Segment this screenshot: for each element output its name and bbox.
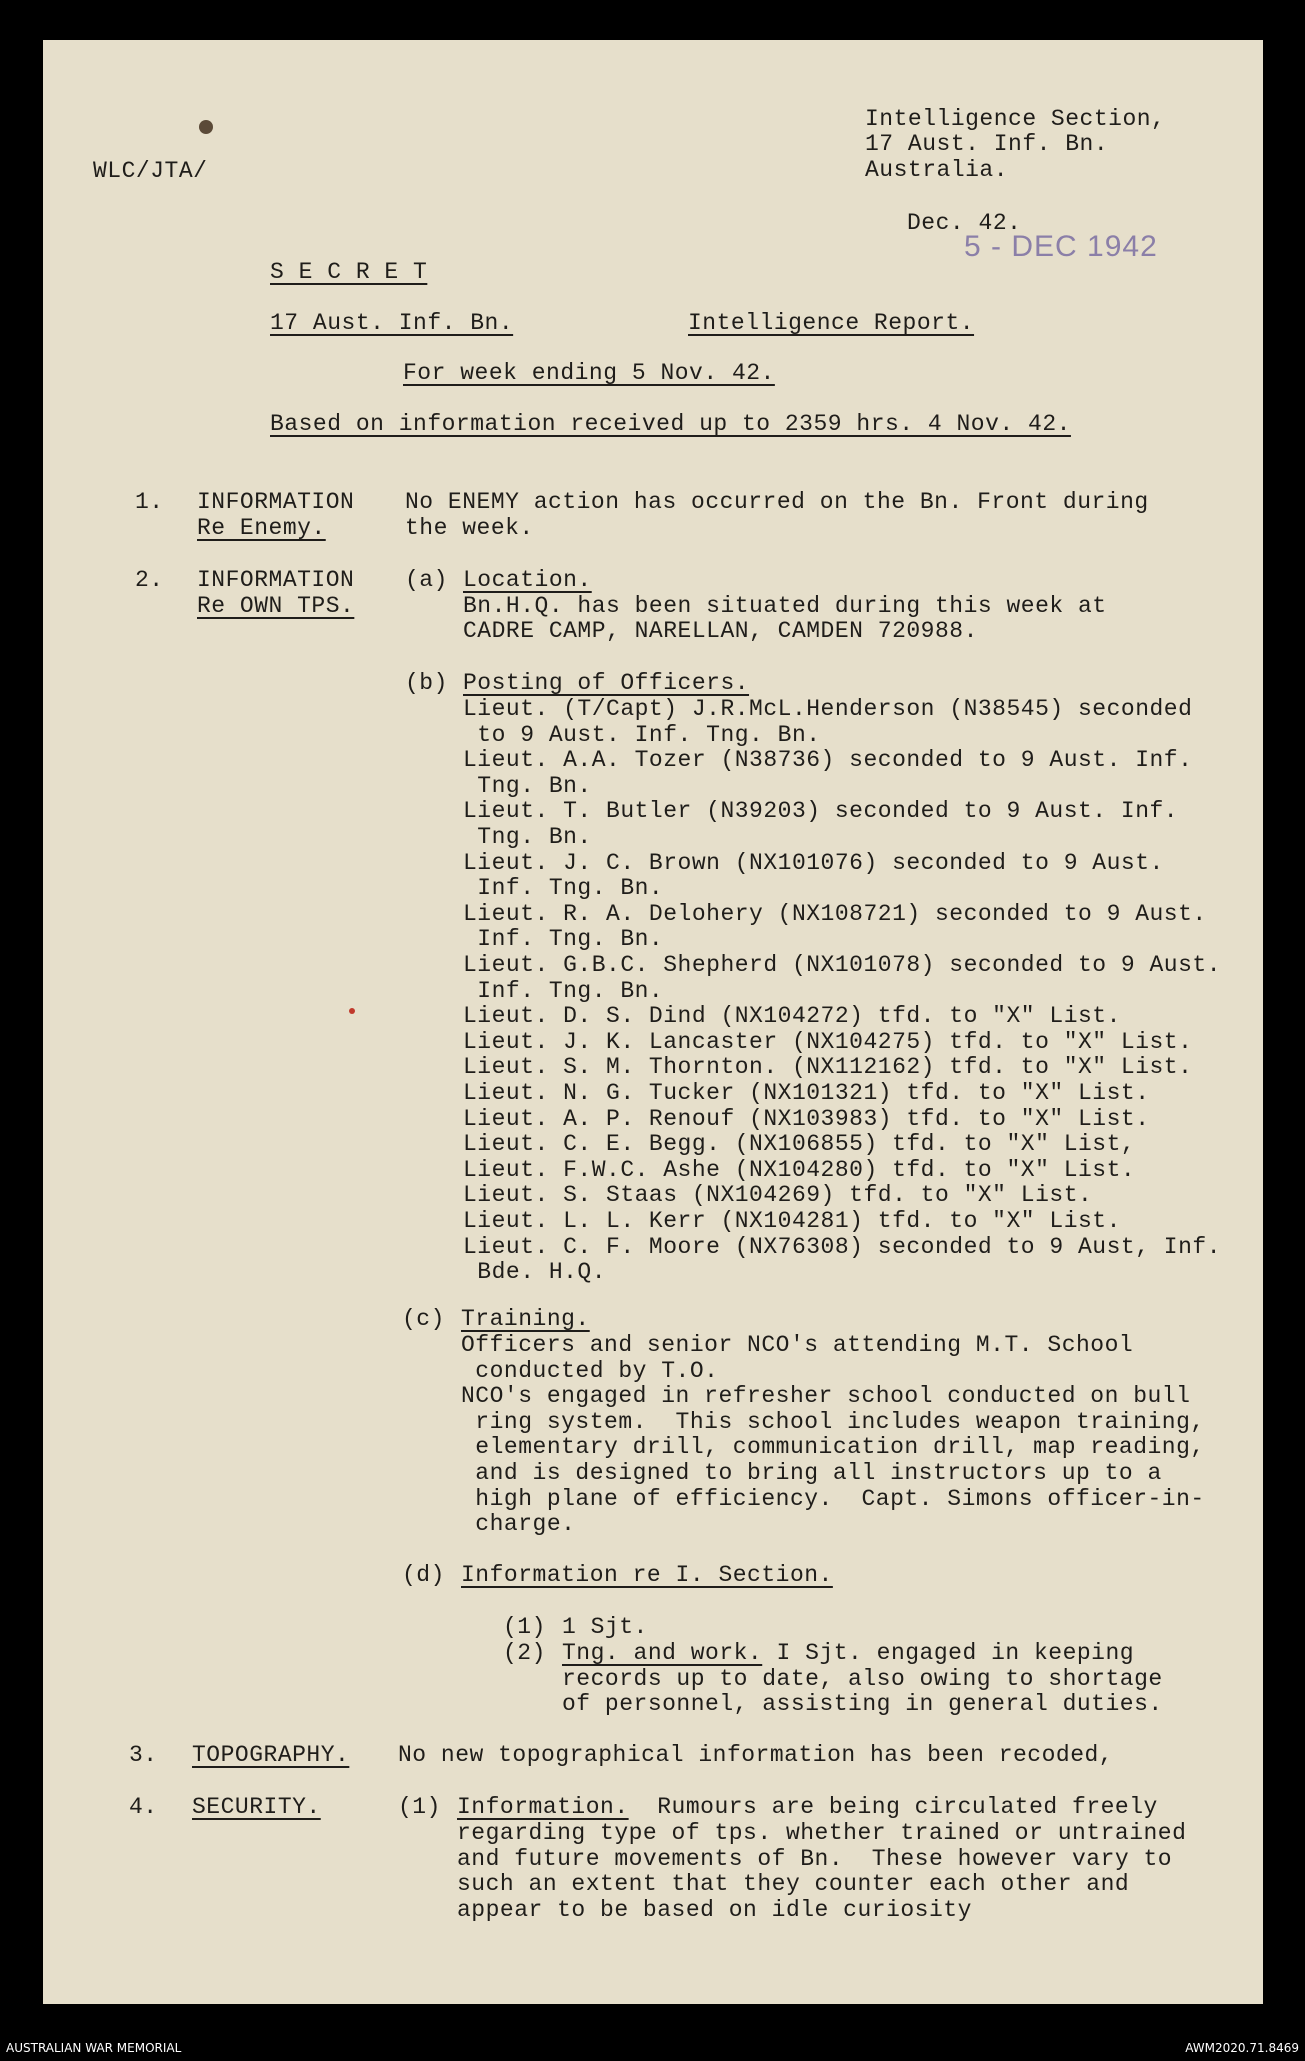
ink-mark bbox=[349, 1008, 355, 1014]
text-line: and is designed to bring all instructors up to a bbox=[461, 1460, 1162, 1486]
text-line: NCO's engaged in refresher school conducted on bull bbox=[461, 1383, 1191, 1410]
text-line: Lieut. (T/Capt) J.R.McL.Henderson (N38545) seconded bbox=[463, 696, 1193, 722]
org-line-3: Australia. bbox=[865, 157, 1009, 183]
section-3-number: 3. bbox=[129, 1742, 158, 1768]
text-line: charge. bbox=[461, 1511, 576, 1538]
sub-d1-text: 1 Sjt. bbox=[562, 1614, 648, 1640]
section-4-heading: SECURITY. bbox=[192, 1794, 321, 1820]
text-line: Tng. Bn. bbox=[463, 824, 592, 850]
sub-c-title: Training. bbox=[461, 1306, 590, 1332]
text-line: Lieut. D. S. Dind (NX104272) tfd. to "X" List. bbox=[463, 1003, 1121, 1030]
footer-left: AUSTRALIAN WAR MEMORIAL bbox=[6, 2041, 182, 2055]
text-line: ring system. This school includes weapon training, bbox=[461, 1408, 1205, 1435]
sub-4-1-title: Information. bbox=[457, 1794, 629, 1820]
sub-a-title: Location. bbox=[463, 567, 592, 593]
text-line: Bde. H.Q. bbox=[463, 1259, 607, 1286]
section-2-heading: INFORMATION bbox=[197, 567, 355, 593]
week-ending: For week ending 5 Nov. 42. bbox=[403, 360, 775, 386]
text-line: Lieut. J. C. Brown (NX101076) seconded to 9 Aust. bbox=[463, 849, 1164, 876]
text-line: Inf. Tng. Bn. bbox=[463, 926, 664, 953]
sub-d2-rest: I Sjt. engaged in keeping bbox=[762, 1640, 1135, 1666]
text-line: Lieut. A.A. Tozer (N38736) seconded to 9 Aust. Inf. bbox=[463, 747, 1193, 774]
text-line: appear to be based on idle curiosity bbox=[457, 1896, 972, 1923]
date-stamp: 5 - DEC 1942 bbox=[964, 230, 1158, 263]
text-line: to 9 Aust. Inf. Tng. Bn. bbox=[463, 721, 821, 748]
sub-4-1-label: (1) bbox=[398, 1794, 441, 1820]
text-line: Lieut. C. E. Begg. (NX106855) tfd. to "X" List, bbox=[463, 1131, 1136, 1158]
section-2-number: 2. bbox=[135, 567, 164, 593]
text-line: Officers and senior NCO's attending M.T. School bbox=[461, 1332, 1134, 1358]
section-1-number: 1. bbox=[135, 489, 164, 515]
section-1-heading: INFORMATION bbox=[197, 489, 355, 515]
punch-hole bbox=[199, 120, 213, 134]
text-line: Tng. Bn. bbox=[463, 772, 592, 799]
sub-a-text-1: Bn.H.Q. has been situated during this week at bbox=[463, 593, 1107, 619]
text-line: Lieut. S. Staas (NX104269) tfd. to "X" List. bbox=[463, 1182, 1093, 1209]
text-line: Lieut. T. Butler (N39203) seconded to 9 Aust. Inf. bbox=[463, 798, 1179, 825]
sub-b-label: (b) bbox=[405, 670, 448, 696]
sub-a-label: (a) bbox=[405, 567, 448, 593]
sub-d2-line-3: of personnel, assisting in general duties. bbox=[562, 1691, 1163, 1717]
text-line: Inf. Tng. Bn. bbox=[463, 977, 664, 1004]
sub-d-title: Information re I. Section. bbox=[461, 1562, 833, 1588]
text-line: conducted by T.O. bbox=[461, 1357, 719, 1384]
text-line: high plane of efficiency. Capt. Simons officer-in- bbox=[461, 1485, 1205, 1512]
text-line: elementary drill, communication drill, map reading, bbox=[461, 1434, 1205, 1461]
sub-b-title: Posting of Officers. bbox=[463, 670, 750, 696]
report-date: Dec. 42. bbox=[907, 210, 1022, 236]
sub-d2-line-2: records up to date, also owing to shortage bbox=[562, 1666, 1163, 1692]
text-line: Lieut. F.W.C. Ashe (NX104280) tfd. to "X" List. bbox=[463, 1156, 1136, 1183]
text-line: Lieut. L. L. Kerr (NX104281) tfd. to "X" List. bbox=[463, 1208, 1121, 1234]
reference-code: WLC/JTA/ bbox=[93, 158, 208, 184]
footer-right: AWM2020.71.8469 bbox=[1185, 2041, 1299, 2055]
sub-d2-title: Tng. and work. bbox=[562, 1640, 763, 1666]
text-line: and future movements of Bn. These however vary to bbox=[457, 1845, 1173, 1872]
sub-d-label: (d) bbox=[402, 1562, 445, 1588]
based-on-line: Based on information received up to 2359 hrs. 4 Nov. 42. bbox=[270, 411, 1071, 437]
section-1-text-1: No ENEMY action has occurred on the Bn. Front during bbox=[405, 489, 1149, 515]
sub-d2-label: (2) bbox=[503, 1640, 546, 1666]
sub-d1-label: (1) bbox=[503, 1614, 546, 1640]
secret-heading: S E C R E T bbox=[270, 259, 428, 285]
sub-4-1-line-1 bbox=[457, 1794, 1158, 1820]
sub-a-text-2: CADRE CAMP, NARELLAN, CAMDEN 720988. bbox=[463, 618, 978, 644]
text-line: Lieut. R. A. Delohery (NX108721) seconded to 9 Aust. bbox=[463, 900, 1207, 927]
document-page bbox=[43, 40, 1263, 2004]
section-3-text: No new topographical information has been recoded, bbox=[398, 1742, 1114, 1768]
text-line: Lieut. C. F. Moore (NX76308) seconded to 9 Aust, Inf. bbox=[463, 1233, 1222, 1260]
section-1-subheading: Re Enemy. bbox=[197, 515, 326, 541]
text-line: such an extent that they counter each other and bbox=[457, 1871, 1130, 1898]
section-1-text-2: the week. bbox=[405, 515, 534, 541]
report-title: Intelligence Report. bbox=[688, 310, 975, 336]
section-4-number: 4. bbox=[129, 1794, 158, 1820]
unit-title: 17 Aust. Inf. Bn. bbox=[270, 310, 514, 336]
section-2-subheading: Re OWN TPS. bbox=[197, 593, 355, 619]
text-line: Lieut. A. P. Renouf (NX103983) tfd. to "X" List. bbox=[463, 1105, 1150, 1132]
text-line: Inf. Tng. Bn. bbox=[463, 875, 664, 902]
section-3-heading: TOPOGRAPHY. bbox=[192, 1742, 350, 1768]
org-line-1: Intelligence Section, bbox=[865, 106, 1166, 132]
text-line: Lieut. N. G. Tucker (NX101321) tfd. to "X" List. bbox=[463, 1080, 1150, 1106]
org-line-2: 17 Aust. Inf. Bn. bbox=[865, 131, 1109, 157]
sub-d2-line-1 bbox=[562, 1640, 1134, 1666]
text-line: Lieut. G.B.C. Shepherd (NX101078) seconded to 9 Aust. bbox=[463, 952, 1222, 978]
text-line: Lieut. J. K. Lancaster (NX104275) tfd. to "X" List. bbox=[463, 1028, 1193, 1055]
text-line: regarding type of tps. whether trained or untrained bbox=[457, 1820, 1187, 1846]
text-line: Lieut. S. M. Thornton. (NX112162) tfd. to "X" List. bbox=[463, 1054, 1193, 1081]
sub-4-1-rest: Rumours are being circulated freely bbox=[628, 1794, 1158, 1820]
sub-c-label: (c) bbox=[402, 1306, 445, 1332]
